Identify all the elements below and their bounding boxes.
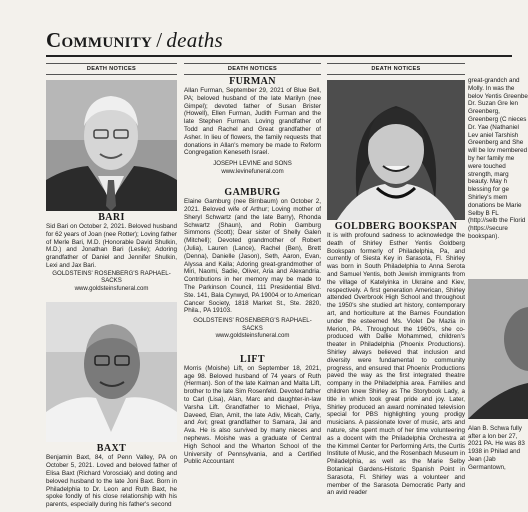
notice-text-bari: Sid Bari on October 2, 2021. Beloved husband for 62 years of Joan (nee Rotter); Loving father of Merle Bari, M.D. (Honorable David Shulkin, M.D.) and Jonathan Bari (Leslie); Adoring grandfather of Daniel and Jennifer Shulkin, Lexi and Jax Bari. xyxy=(46,223,177,269)
notice-name-baxt: BAXT xyxy=(96,443,127,455)
schwartz-photo xyxy=(468,279,528,419)
column-4-top-spacer xyxy=(468,63,528,77)
notice-name-furman: FURMAN xyxy=(229,76,276,87)
column-4 xyxy=(468,63,528,512)
notice-name-goldberg-bookspan: GOLDBERG BOOKSPAN xyxy=(334,221,458,232)
notice-name-lift: LIFT xyxy=(240,353,265,365)
notice-text-furman: Allan Furman, September 29, 2021 of Blue Bell, PA; beloved husband of the late Marilyn (nee Gimpel); devoted father of Susan Brister (Howell), Ellen Furman, Judith Furman and the late Stephen Furman. Loving grandfather of Todd and Rachel and Great grandfather of Asher. In lieu of flowers, the family requests that donations in Allan's memory be made to Reform Congregation Keneseth Israel. xyxy=(184,87,321,157)
funeral-web-furman: www.levinefuneral.com xyxy=(221,167,284,175)
funeral-home-bari: GOLDSTEINS' ROSENBERG'S RAPHAEL-SACKS xyxy=(52,269,171,285)
section-subtitle: deaths xyxy=(166,28,223,52)
notice-text-baxt: Benjamin Baxt, 84, of Penn Valley, PA on October 5, 2021. Loved and beloved father of Elisa Baxt (Richard Vorosciak) and doting and beloved husband to the late Joni Baxt. Born in Philadelphia to Dr. Leon and Ruth Baxt, he spoke fondly of his close relationship with his parents, especially during his father's second xyxy=(46,454,177,509)
column-2 xyxy=(184,63,321,512)
section-title: Community xyxy=(46,28,153,52)
masthead-separator: / xyxy=(156,28,163,52)
funeral-web-gamburg: www.goldsteinsfuneral.com xyxy=(215,332,290,340)
baxt-photo xyxy=(46,302,177,442)
funeral-home-gamburg: GOLDSTEINS' ROSENBERG'S RAPHAEL-SACKS xyxy=(193,317,312,332)
section-masthead xyxy=(46,28,223,53)
notice-text-schwartz: Alan B. Schwa fully after a lon ber 27, 2021 PA. He was 83 1938 in Philad and Jean (Jab Germantown, xyxy=(468,424,525,471)
notice-name-bari: BARI xyxy=(98,212,125,223)
notice-name-gamburg: GAMBURG xyxy=(224,187,281,199)
bari-photo xyxy=(46,80,177,211)
funeral-web-bari: www.goldsteinsfuneral.com xyxy=(74,284,149,292)
notice-text-lift: Morris (Moishe) Lift, on September 18, 2021, age 98. Beloved husband of 74 years of Ruth (Herman). Son of the late Kalman and Malta Lift, brother to the late Sim Rosenfeld. Devoted father to Carl (Lisa), Alan, Marc and daughter-in-law Varsha Lift. Grandfather to Michael, Priya, Daveed, Elan, Amit, the late Adiv, Micah, Carly, and Avi; great grandfather to Samara, Jai and Ava. He is also survived by many nieces and nephews. Moishe was a graduate of Central High School and the Wharton School of the University of Pennsylvania, and a Certified Public Accountant xyxy=(184,364,321,466)
column-header: DEATH NOTICES xyxy=(327,63,465,75)
column-1 xyxy=(46,63,177,512)
notice-text-continued: great-grandch and Molly. In was the belov Yentis Greenbe Dr. Suzan Gre len Greenberg, Greenberg (C nieces Dr. Yae (Nathaniel Lev aniel Tarshish Greenberg and She will be lov membered by her family me were touched strength, marg beauty. May h blessing for ge Shirley's mem donations be Marie Selby B FL (http://selb the Florid (https://secure bookspan). xyxy=(468,77,528,240)
goldberg-bookspan-photo xyxy=(327,80,465,220)
funeral-home-furman: JOSEPH LEVINE and SONS xyxy=(213,160,292,168)
column-3 xyxy=(327,63,465,512)
notice-text-goldberg-bookspan: It is with profound sadness to acknowledge the death of Shirley Esther Yentis Goldberg Bookspan formerly of Philadelphia, Pa, and currently of Siesta Key in Sarasota, Fl. Shirley was born in South Philadelphia to Anna Serota and Samuel Yentis, both Jewish immigrants from the village of Katelyinka in Ukraine and Kiev, respectively. A first generation American, Shirley attended Overbrook High School and throughout the 1950's she studied art history, contemporary art, and horticulture at the Barnes Foundation under the esteemed Ms. Violet De Mazia in Merion, PA. Throughout the 1960's, she co-produced with Dallie Mohammed, children's theater in Philadelphia (Phoenix Productions). Shirley always believed that inclusion and diversity were fundamental to community progress, and ensured that Phoenix Productions paved the way as the first integrated theatre company in the Philadelphia area. Families and children knew Shirley as The Storybook Lady, a title in which took great pride and joy. Later, Shirley produced an award nominated television special for PBS highlighting young prodigy musicians. A passionate lover of music, arts and nature, she spent much of her time volunteering as a docent with the Philadelphia Orchestra at the Kimmel Center for Performing Arts, the Curtis Institute of Music, and the Rosenbach Museum in Philadelphia, as well as the Marie Selby Botanical Gardens-Historic Spanish Point in Sarasota, Fl. Shirley was a volunteer and member of the Sarasota Democratic Party and an avid reader xyxy=(327,232,465,497)
column-header: DEATH NOTICES xyxy=(184,63,321,75)
masthead-rule xyxy=(46,55,512,57)
column-header: DEATH NOTICES xyxy=(46,63,177,75)
notice-text-gamburg: Elaine Gamburg (nee Birnbaum) on October 2, 2021. Beloved wife of Arthur; Loving mother of Sheryl Schwartz (and the late Barry), Rhonda Schwartz (Shaun), and Robin Gamburg Simmons (Scott); Dear sister of Shelly Galen (Mitchell); Devoted grandmother of Robert (Julia), Lauren (Lance), Rachel (Ben), Brett (Denna), Danielle (Jason), Seth, Aaron, Evan, Alyssa and Kaila; Adoring great-grandmother of Miri, Naomi, Sadie, Oliver, Aria and Alexandria. Contributions in her memory may be made to The Parkinson Council, 111 Presidential Blvd. Ste. 141, Bala Cynwyd, PA 19004 or to American Cancer Society, 1818 Market St., Ste. 2820, Phila., PA 19103. xyxy=(184,198,321,315)
